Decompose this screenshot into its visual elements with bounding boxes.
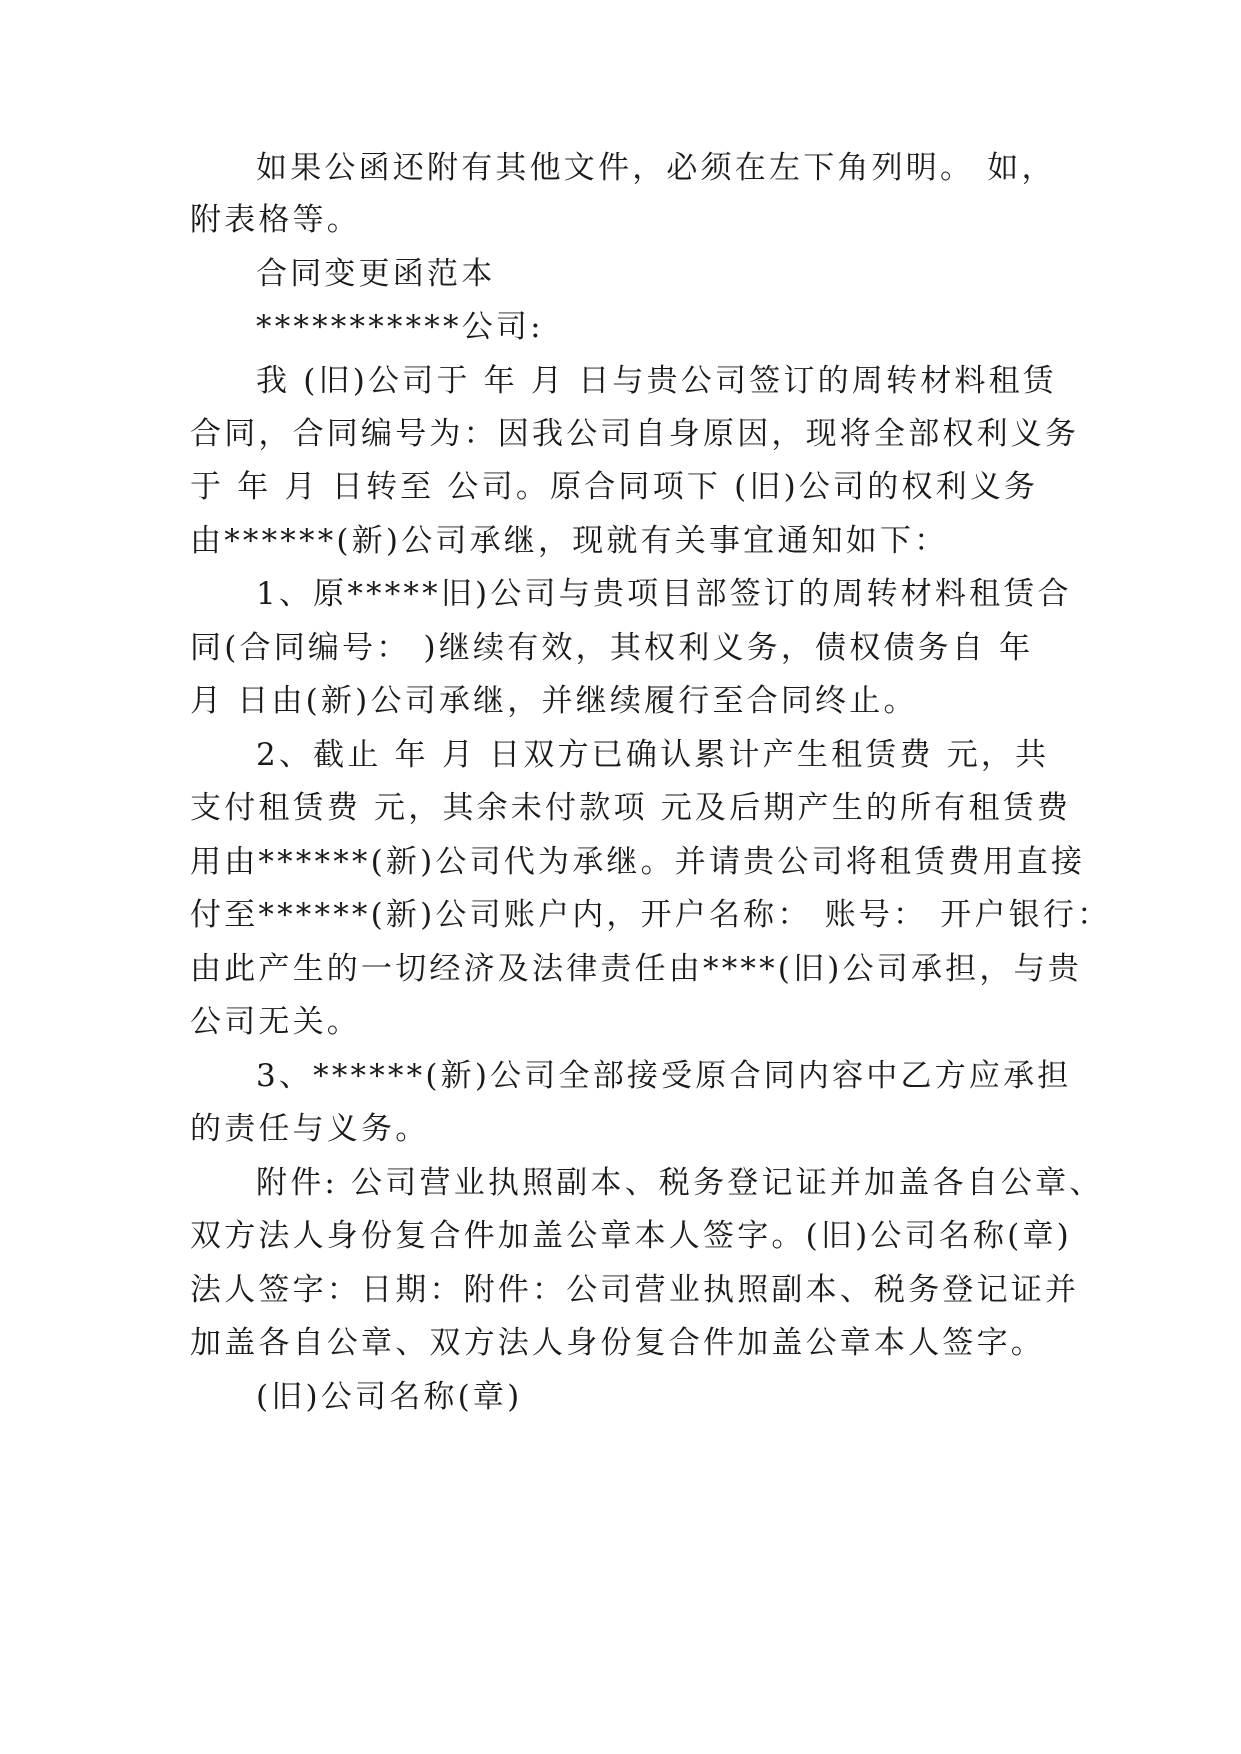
text-line: 公司无关。 [190, 1004, 361, 1040]
section-title: 合同变更函范本 [256, 256, 496, 292]
text-line: 同(合同编号： )继续有效，其权利义务，债权债务自 年 [190, 630, 1034, 666]
text-line: 我 (旧)公司于 年 月 日与贵公司签订的周转材料租赁 [256, 363, 1058, 399]
text-line: 月 日由(新)公司承继，并继续履行至合同终止。 [190, 683, 918, 719]
text-line: 附表格等。 [190, 202, 361, 238]
addressee: ***********公司: [256, 309, 544, 345]
text-line: 付至******(新)公司账户内，开户名称： 账号： 开户银行： [190, 897, 1112, 933]
text-line: 于 年 月 日转至 公司。原合同项下 (旧)公司的权利义务 [190, 469, 1039, 505]
text-line: 1、原*****旧)公司与贵项目部签订的周转材料租赁合 [256, 576, 1072, 612]
text-line: 如果公函还附有其他文件，必须在左下角列明。 如， [256, 150, 1056, 186]
text-line: 2、截止 年 月 日双方已确认累计产生租赁费 元，共 [256, 737, 1050, 773]
text-line: 的责任与义务。 [190, 1111, 430, 1147]
text-line: 合同，合同编号为：因我公司自身原因，现将全部权利义务 [190, 416, 1080, 452]
text-line: 加盖各自公章、双方法人身份复合件加盖公章本人签字。 [190, 1325, 1045, 1361]
text-line: 由此产生的一切经济及法律责任由****(旧)公司承担，与贵 [190, 951, 1082, 987]
text-line: 由******(新)公司承继，现就有关事宜通知如下： [190, 523, 949, 559]
text-line: 3、******(新)公司全部接受原合同内容中乙方应承担 [256, 1058, 1072, 1094]
text-line: 支付租赁费 元，其余未付款项 元及后期产生的所有租赁费 [190, 790, 1072, 826]
text-line: 法人签字：日期：附件：公司营业执照副本、税务登记证并 [190, 1272, 1080, 1308]
text-line: 用由******(新)公司代为承继。并请贵公司将租赁费用直接 [190, 844, 1086, 880]
text-line: 附件: 公司营业执照副本、税务登记证并加盖各自公章、 [256, 1165, 1104, 1201]
text-line: (旧)公司名称(章) [256, 1379, 523, 1415]
text-line: 双方法人身份复合件加盖公章本人签字。(旧)公司名称(章) [190, 1218, 1072, 1254]
